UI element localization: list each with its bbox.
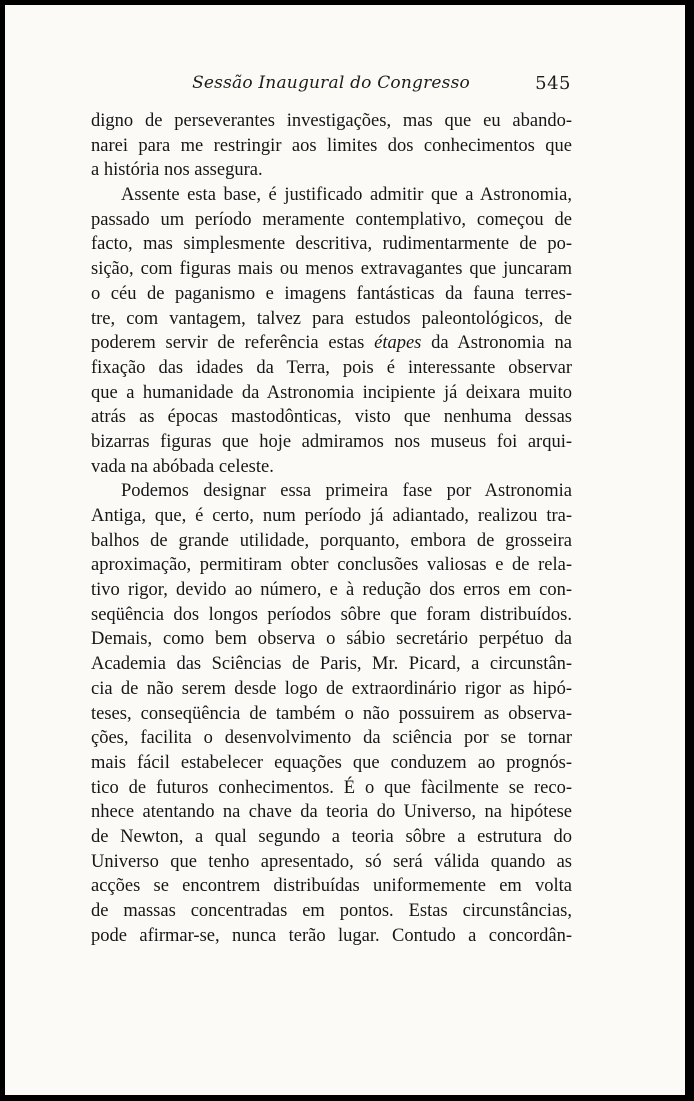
text-line: teses, conseqüência de também o não possuirem as observa- — [91, 703, 572, 724]
page-number: 545 — [535, 73, 571, 94]
text-line: acções se encontrem distribuídas uniformemente em volta — [91, 876, 572, 897]
text-line: tico de futuros conhecimentos. É o que fàcilmente se reco- — [91, 777, 572, 798]
text-line: a história nos assegura. — [91, 160, 263, 181]
text-line: bizarras figuras que hoje admiramos nos museus foi arqui- — [91, 431, 572, 452]
paragraph-3 — [91, 479, 572, 948]
text-line: facto, mas simplesmente descritiva, rudimentarmente de po- — [91, 234, 572, 255]
text-line: seqüência dos longos períodos sôbre que foram distribuídos. — [91, 604, 572, 625]
text-line: tivo rigor, devido ao número, e à redução dos erros em con- — [91, 580, 572, 601]
text-line: Universo que tenho apresentado, só será válida quando as — [91, 851, 572, 872]
text-line: ções, facilita o desenvolvimento da sciência por se tornar — [91, 728, 572, 749]
text-line-with-italic — [91, 331, 572, 356]
text-line: Antiga, que, é certo, num período já adiantado, realizou tra- — [91, 506, 572, 526]
text-line: atrás as épocas mastodônticas, visto que nenhuma dessas — [91, 407, 572, 428]
running-title: Sessão Inaugural do Congresso — [192, 73, 470, 93]
text-line: cia de não serem desde logo de extraordinário rigor as hipó- — [91, 678, 572, 699]
text-line: passado um período meramente contemplativo, começou de — [91, 209, 572, 230]
text-line: de massas concentradas em pontos. Estas circunstâncias, — [91, 901, 572, 921]
text-segment: da Astronomia na — [421, 333, 572, 354]
text-line: vada na abóbada celeste. — [91, 456, 274, 477]
paragraph-1 — [91, 109, 572, 183]
text-line: pode afirmar-se, nunca terão lugar. Contudo a concordân- — [91, 925, 572, 946]
text-line: de Newton, a qual segundo a teoria sôbre a estrutura do — [91, 826, 572, 847]
text-line: mais fácil estabelecer equações que conduzem ao prognós- — [91, 752, 572, 773]
text-line: Demais, como bem observa o sábio secretário perpétuo da — [91, 629, 572, 650]
text-line: Podemos designar essa primeira fase por Astronomia — [121, 481, 572, 502]
book-page — [5, 5, 685, 1095]
body-text — [91, 109, 572, 948]
paragraph-2 — [91, 183, 572, 479]
text-segment: poderem servir de referência estas — [91, 333, 375, 354]
text-line: aproximação, permitiram obter conclusões valiosas e de rela- — [91, 555, 572, 576]
text-line: o céu de paganismo e imagens fantásticas da fauna terres- — [91, 283, 572, 304]
text-line: que a humanidade da Astronomia incipiente já deixara muito — [91, 382, 572, 403]
text-line: nhece atentando na chave da teoria do Universo, na hipótese — [91, 802, 572, 823]
text-line: fixação das idades da Terra, pois é interessante observar — [91, 357, 572, 378]
italic-word: étapes — [374, 333, 422, 354]
running-head — [91, 73, 571, 99]
text-line: balhos de grande utilidade, porquanto, embora de grosseira — [91, 530, 572, 551]
text-line: digno de perseverantes investigações, mas que eu abando- — [91, 111, 572, 131]
text-line: Academia das Sciências de Paris, Mr. Picard, a circunstân- — [91, 654, 572, 675]
text-line: narei para me restringir aos limites dos conhecimentos que — [91, 135, 572, 156]
text-line: tre, com vantagem, talvez para estudos paleontológicos, de — [91, 308, 572, 329]
text-line: Assente esta base, é justificado admitir que a Astronomia, — [121, 185, 572, 206]
text-line: sição, com figuras mais ou menos extravagantes que juncaram — [91, 259, 572, 280]
